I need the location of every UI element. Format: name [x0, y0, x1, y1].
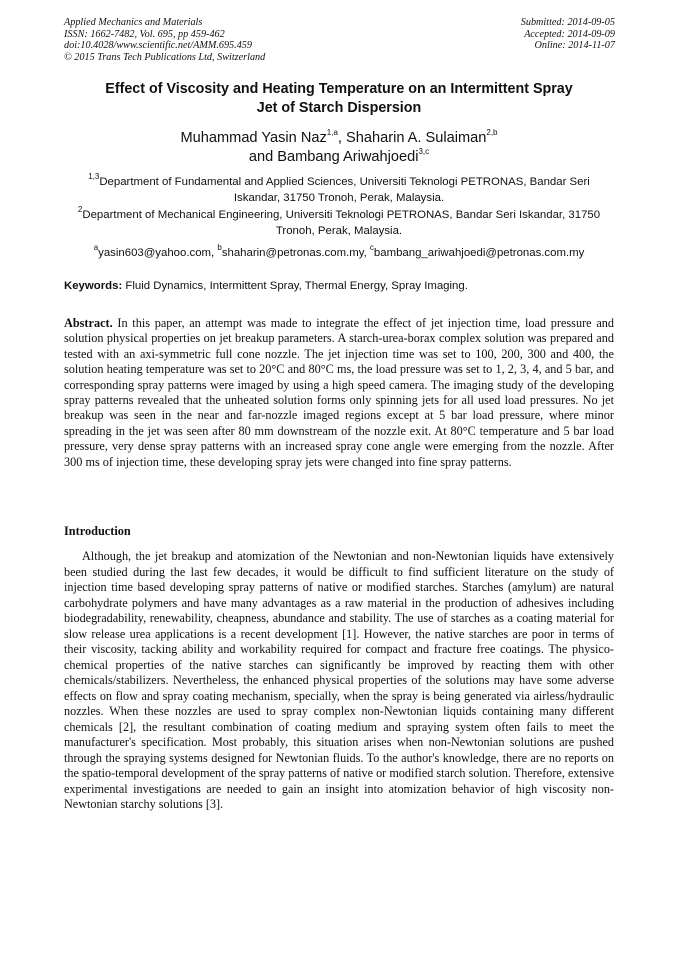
journal-header: [64, 17, 394, 63]
keywords-label: Keywords:: [64, 280, 123, 292]
keywords-text: Fluid Dynamics, Intermittent Spray, Thermal Energy, Spray Imaging.: [122, 280, 468, 292]
author-conjunction: and: [248, 149, 274, 165]
introduction-paragraph: Although, the jet breakup and atomization of the Newtonian and non-Newtonian liquids have extensively been studied during the last few decades, it would be difficult to find sufficient literature on the study of injection time based developing spray patterns of native or modified starches. Starches (amylum) are natural carbohydrate polymers and have many advantages as a raw material in the production of adhesives including biodegradability, renewability, cheapness, abundance and stability. The use of starches as a coating material for slow release urea applications is a recent development [1]. However, the native starches are poor in terms of their viscosity, tacking ability and workability required for compact and fracture free coatings. The physico-chemical properties of the native starches can significantly be improved by reacting them with other chemicals/stabilizers. Nevertheless, the enhanced physical properties of the solutions may have some adverse effects on flow and spray coating mechanism, specially, when the spray is being generated via airless/hydraulic nozzles. When these nozzles are used to spray complex non-Newtonian liquids containing many different chemicals [2], the resultant combination of coating medium and spraying system often fails to meet the manufacturer's specification. Most probably, this situation arises when non-Newtonian solutions are pushed through the spraying systems designed for Newtonian fluids. To the author's knowledge, there are no reports on the spatio-temporal development of the spray patterns of native or modified starch solution. Therefore, extensive experimental investigations are needed to gain an insight into atomization behavior of high viscosity non-Newtonian starchy solutions [3].: [64, 549, 614, 811]
paper-title-line-2: Jet of Starch Dispersion: [256, 100, 422, 116]
email-b: shaharin@petronas.com.my,: [221, 247, 370, 259]
accepted-date: Accepted: 2014-09-09: [524, 28, 615, 40]
dates-header: [395, 17, 615, 52]
affiliation-1-text: Department of Fundamental and Applied Sciences, Universiti Teknologi PETRONAS, Bandar Seri Iskandar, 31750 Tronoh, Perak, Malaysia.: [99, 176, 590, 204]
affiliation-2-mark: 2: [77, 205, 83, 215]
email-b-mark: b: [217, 243, 222, 253]
affiliation-1: [64, 174, 614, 206]
online-date: Online: 2014-11-07: [534, 40, 615, 52]
author-3-affiliation-mark: 3,c: [418, 147, 430, 157]
affiliation-2-text: Department of Mechanical Engineering, Universiti Teknologi PETRONAS, Bandar Seri Iskandar, 31750 Tronoh, Perak, Malaysia.: [82, 209, 601, 237]
email-a-mark: a: [93, 243, 99, 253]
journal-doi: doi:10.4028/www.scientific.net/AMM.695.459: [64, 40, 252, 52]
email-c: bambang_ariwahjoedi@petronas.com.my: [373, 247, 585, 259]
author-line-2: [64, 148, 614, 167]
abstract-label: Abstract.: [64, 316, 113, 330]
introduction-heading: Introduction: [64, 524, 131, 538]
author-list: [64, 129, 614, 167]
journal-name: Applied Mechanics and Materials: [64, 17, 203, 28]
email-a: yasin603@yahoo.com,: [98, 247, 218, 259]
affiliation-2: [64, 207, 614, 239]
submitted-date: Submitted: 2014-09-05: [520, 17, 615, 28]
journal-issn: ISSN: 1662-7482, Vol. 695, pp 459-462: [64, 28, 225, 40]
author-1-name: Muhammad Yasin Naz: [180, 130, 327, 146]
paper-title: [64, 80, 614, 118]
abstract-text: In this paper, an attempt was made to integrate the effect of jet injection time, load pressure and solution physical properties on jet breakup parameters. A starch-urea-borax complex solution was prepared and tested with an axi-symmetric full cone nozzle. The jet injection time was set to 100, 200, 300 and 400, the solution heating temperature was set to 20°C and 80°C ms, the load pressure was set to 1, 2, 3, 4, and 5 bar, and corresponding spray patterns were imaged by using a high speed camera. The imaging study of the developing spray patterns revealed that the unheated solution forms only spinning jets for all used load pressures. No jet breakup was seen in the near and far-nozzle imaged regions except at 5 bar load pressure, where minor spreading in the jet was seen after 80 mm downstream of the nozzle exit. At 80°C temperature and 5 bar load pressure, very dense spray patterns with an increased spray cone angle were emerging from the nozzle. After 300 ms of injection time, these developing spray jets were changed into fine spray patterns.: [64, 316, 614, 469]
affiliation-1-mark: 1,3: [88, 172, 100, 182]
author-2-affiliation-mark: 2,b: [486, 128, 498, 138]
keywords: [64, 279, 616, 294]
abstract: [64, 316, 614, 470]
author-1-affiliation-mark: 1,a: [326, 128, 338, 138]
email-c-mark: c: [369, 243, 374, 253]
journal-copyright: © 2015 Trans Tech Publications Ltd, Switzerland: [64, 51, 266, 63]
author-line-1: Muhammad Yasin Naz$^{1,a}$, Shaharin A. Sulaiman$^{2,b}$: [180, 128, 498, 146]
author-3-name: Bambang Ariwahjoedi: [277, 149, 419, 165]
author-2-name: Shaharin A. Sulaiman: [346, 130, 487, 146]
paper-title-line-1: Effect of Viscosity and Heating Temperature on an Intermittent Spray: [105, 81, 573, 97]
author-emails: [64, 245, 614, 261]
